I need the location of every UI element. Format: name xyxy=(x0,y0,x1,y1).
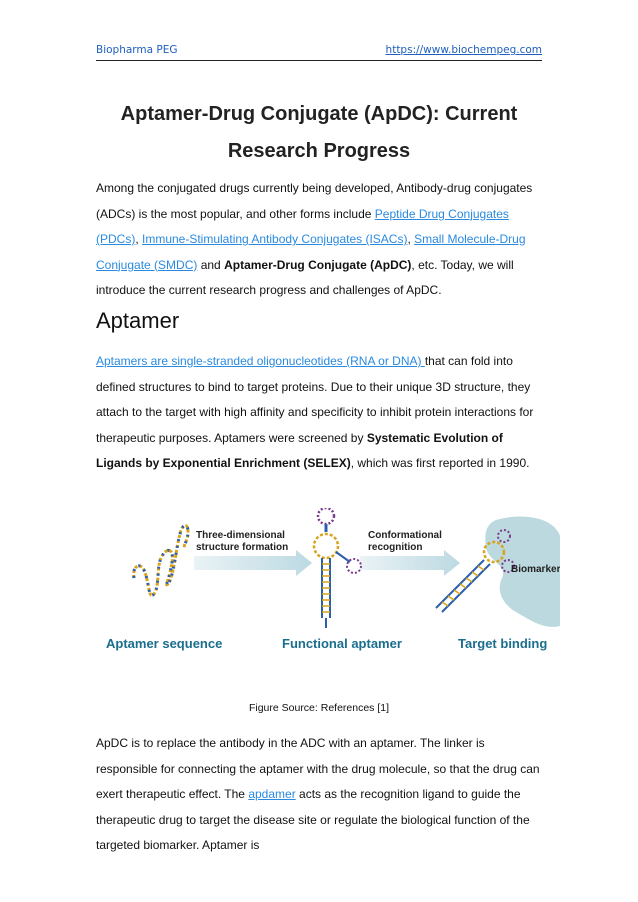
arrow2-label-1: Conformational xyxy=(368,530,442,541)
intro-text-5: , etc. Today, we will introduce the current research progress and challenges of ApDC. xyxy=(96,257,514,297)
link-smdc[interactable]: Small Molecule-Drug Conjugate (SMDC) xyxy=(96,232,526,272)
page-header xyxy=(96,44,542,61)
aptamer-figure xyxy=(104,508,560,658)
aptamer-text-2: , which was first reported in 1990. xyxy=(350,456,530,470)
biomarker-label: Biomarker xyxy=(511,564,560,575)
link-isac[interactable]: Immune-Stimulating Antibody Conjugates (ISACs) xyxy=(142,232,408,246)
link-apdamer[interactable]: apdamer xyxy=(248,787,296,801)
apdc-paragraph xyxy=(96,731,546,859)
intro-text-3: , xyxy=(407,232,415,246)
functional-aptamer-structure xyxy=(314,508,361,628)
apdc-text-1: ApDC is to replace the antibody in the ADC with an aptamer. The linker is responsible for connecting the aptamer with the drug molecule, so that the drug can exert therapeutic effect. The xyxy=(96,736,540,801)
label-functional-aptamer: Functional aptamer xyxy=(282,636,402,651)
intro-text-1: Among the conjugated drugs currently being developed, Antibody-drug conjugates (ADCs) is the most popular, and other forms include xyxy=(96,181,533,221)
label-target-binding: Target binding xyxy=(458,636,548,651)
intro-text-4: and xyxy=(197,257,225,272)
header-brand: Biopharma PEG xyxy=(96,44,178,56)
aptamer-diagram xyxy=(104,508,560,658)
arrow1-label-1: Three-dimensional xyxy=(196,530,285,541)
arrow-2 xyxy=(360,550,460,576)
arrow1-label-2: structure formation xyxy=(196,542,289,553)
apdc-text-2: acts as the recognition ligand to guide the therapeutic drug to target the disease site or regulate the biological function of the targeted biomarker. Aptamer is xyxy=(96,787,530,852)
section-heading: Aptamer xyxy=(96,308,180,333)
page-title xyxy=(96,96,542,170)
header-url-link[interactable]: https://www.biochempeg.com xyxy=(385,44,542,56)
aptamer-paragraph xyxy=(96,349,546,477)
arrow2-label-2: recognition xyxy=(368,542,423,553)
figure-caption: Figure Source: References [1] xyxy=(248,702,390,714)
title-line-1: Aptamer-Drug Conjugate (ApDC): Current xyxy=(120,103,518,125)
aptamer-bold-selex: Systematic Evolution of Ligands by Exponential Enrichment (SELEX) xyxy=(96,430,503,470)
title-line-2: Research Progress xyxy=(227,140,411,162)
intro-text-2: , xyxy=(135,232,142,246)
label-aptamer-sequence: Aptamer sequence xyxy=(106,636,223,651)
intro-bold-apdc: Aptamer-Drug Conjugate (ApDC) xyxy=(224,257,412,272)
arrow-1 xyxy=(194,550,312,576)
intro-paragraph xyxy=(96,176,546,304)
link-aptamers[interactable]: Aptamers are single-stranded oligonucleotides (RNA or DNA) xyxy=(96,354,425,368)
link-pdc[interactable]: Peptide Drug Conjugates (PDCs) xyxy=(96,206,509,246)
aptamer-text-1: that can fold into defined structures to bind to target proteins. Due to their unique 3D structure, they attach to the target with high affinity and specificity to inhibit protein interactions for therapeutic purposes. Aptamers were screened by xyxy=(96,354,534,445)
